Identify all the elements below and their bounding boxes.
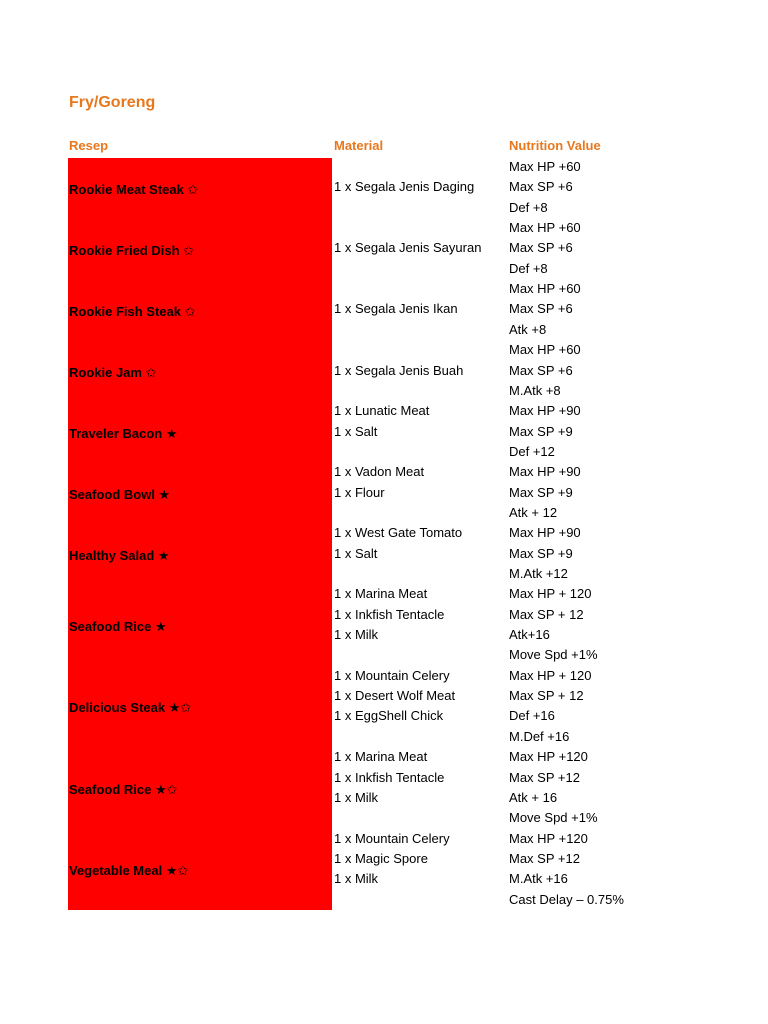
nutrition-item: Move Spd +1% xyxy=(509,647,598,663)
nutrition-item: Def +16 xyxy=(509,708,555,724)
nutrition-item: Max SP +6 xyxy=(509,179,573,195)
material-item: 1 x Segala Jenis Sayuran xyxy=(334,240,482,256)
material-item: 1 x Segala Jenis Ikan xyxy=(334,301,458,317)
recipe-name: Seafood Rice ★ xyxy=(69,619,167,635)
recipe-name: Vegetable Meal ★✩ xyxy=(69,863,189,879)
material-item: 1 x Marina Meat xyxy=(334,586,428,602)
header-nutrition: Nutrition Value xyxy=(509,138,601,153)
recipe-name: Rookie Fish Steak ✩ xyxy=(69,303,196,319)
header-material: Material xyxy=(334,138,384,153)
nutrition-item: M.Atk +8 xyxy=(509,382,561,398)
material-item: 1 x Lunatic Meat xyxy=(334,403,430,419)
material-item: 1 x Inkfish Tentacle xyxy=(334,769,445,785)
nutrition-item: Max HP +90 xyxy=(509,525,581,541)
material-item: 1 x Inkfish Tentacle xyxy=(334,606,445,622)
nutrition-item: Max HP +60 xyxy=(509,281,581,297)
material-item: 1 x Salt xyxy=(334,545,378,561)
nutrition-item: Cast Delay – 0.75% xyxy=(509,891,624,907)
nutrition-item: Max SP + 12 xyxy=(509,606,584,622)
recipe-name: Traveler Bacon ★ xyxy=(69,425,178,441)
material-item: 1 x Milk xyxy=(334,789,379,805)
nutrition-item: Max SP +6 xyxy=(509,301,573,317)
recipe-name: Rookie Jam ✩ xyxy=(69,364,157,380)
header-resep: Resep xyxy=(69,138,109,153)
material-item: 1 x Milk xyxy=(334,627,379,643)
nutrition-item: Move Spd +1% xyxy=(509,810,598,826)
material-item: 1 x Salt xyxy=(334,423,378,439)
nutrition-item: Max SP +6 xyxy=(509,362,573,378)
material-item: 1 x Marina Meat xyxy=(334,749,428,765)
nutrition-item: Def +8 xyxy=(509,199,548,215)
nutrition-item: Max SP +9 xyxy=(509,545,573,561)
material-item: 1 x Mountain Celery xyxy=(334,667,450,683)
recipe-name: Rookie Fried Dish ✩ xyxy=(69,242,195,258)
recipe-name: Rookie Meat Steak ✩ xyxy=(69,181,199,197)
nutrition-item: Max SP +12 xyxy=(509,850,580,866)
material-item: 1 x Milk xyxy=(334,871,379,887)
nutrition-item: M.Def +16 xyxy=(509,728,570,744)
material-item: 1 x Magic Spore xyxy=(334,850,428,866)
material-item: 1 x EggShell Chick xyxy=(334,708,444,724)
recipe-name: Delicious Steak ★✩ xyxy=(69,700,192,716)
nutrition-item: Max SP +12 xyxy=(509,769,580,785)
nutrition-item: Def +12 xyxy=(509,443,555,459)
nutrition-item: Max HP +90 xyxy=(509,464,581,480)
material-item: 1 x Segala Jenis Buah xyxy=(334,362,464,378)
nutrition-item: Atk + 12 xyxy=(509,504,558,520)
recipe-name: Seafood Bowl ★ xyxy=(69,486,171,502)
material-item: 1 x West Gate Tomato xyxy=(334,525,463,541)
recipe-name: Healthy Salad ★ xyxy=(69,547,170,563)
nutrition-item: Max HP +60 xyxy=(509,220,581,236)
nutrition-item: Max HP +60 xyxy=(509,342,581,358)
nutrition-item: Max HP + 120 xyxy=(509,667,592,683)
material-item: 1 x Segala Jenis Daging xyxy=(334,179,475,195)
nutrition-item: Max HP + 120 xyxy=(509,586,592,602)
recipe-name: Seafood Rice ★✩ xyxy=(69,781,178,797)
nutrition-item: M.Atk +16 xyxy=(509,871,568,887)
nutrition-item: Max SP + 12 xyxy=(509,688,584,704)
nutrition-item: M.Atk +12 xyxy=(509,566,568,581)
material-item: 1 x Desert Wolf Meat xyxy=(334,688,456,704)
nutrition-item: Max SP +9 xyxy=(509,484,573,500)
nutrition-item: Max SP +6 xyxy=(509,240,573,256)
nutrition-item: Max HP +60 xyxy=(509,159,581,174)
nutrition-item: Max HP +120 xyxy=(509,830,588,846)
nutrition-item: Max HP +90 xyxy=(509,403,581,419)
nutrition-item: Atk + 16 xyxy=(509,789,558,805)
nutrition-item: Max HP +120 xyxy=(509,749,588,765)
nutrition-item: Max SP +9 xyxy=(509,423,573,439)
material-item: 1 x Mountain Celery xyxy=(334,830,450,846)
nutrition-item: Def +8 xyxy=(509,260,548,276)
material-item: 1 x Flour xyxy=(334,484,385,500)
page-title: Fry/Goreng xyxy=(69,94,156,111)
material-item: 1 x Vadon Meat xyxy=(334,464,425,480)
nutrition-item: Atk +8 xyxy=(509,321,547,337)
nutrition-item: Atk+16 xyxy=(509,627,550,643)
